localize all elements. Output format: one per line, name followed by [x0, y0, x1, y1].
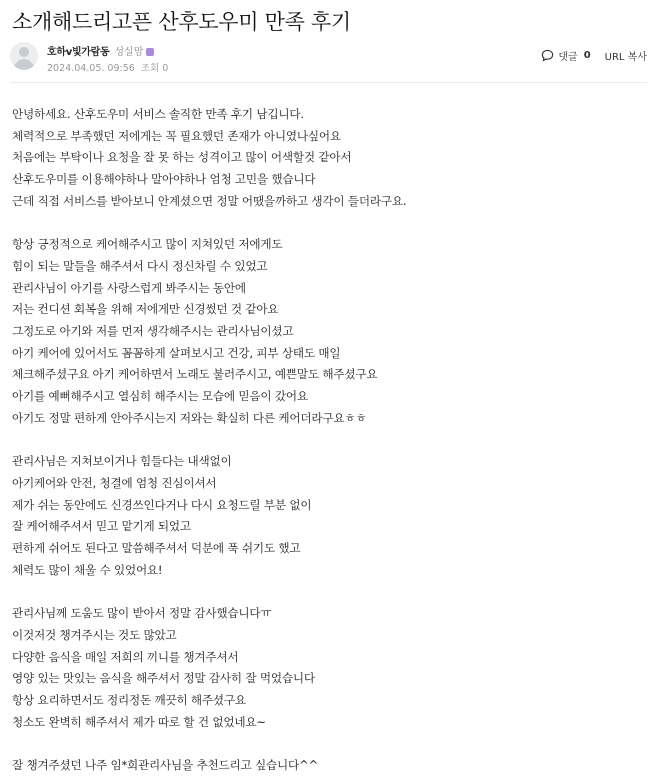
body-line: 잘 케어해주셔서 믿고 맡기게 되었고 [12, 519, 191, 534]
body-line: 그정도로 아기와 저를 먼저 생각해주시는 관리사님이셨고 [12, 324, 294, 339]
blank-line [12, 581, 652, 603]
body-line: 저는 컨디션 회복을 위해 저에게만 신경썼던 것 같아요 [12, 302, 279, 317]
body-line: 편하게 쉬어도 된다고 말씀해주셔서 덕분에 푹 쉬기도 했고 [12, 541, 301, 556]
blank-line [12, 430, 652, 452]
body-line: 항상 긍정적으로 케어해주시고 많이 지쳐있던 저에게도 [12, 237, 283, 252]
header-divider [10, 82, 647, 83]
body-line: 근데 직접 서비스를 받아보니 안계셨으면 정말 어땠을까하고 생각이 들더라구요. [12, 193, 407, 208]
body-line: 안녕하세요. 산후도우미 서비스 솔직한 만족 후기 남깁니다. [12, 107, 304, 121]
comment-label: 댓글 [558, 52, 578, 63]
body-line: 관리사님께 도움도 많이 받아서 정말 감사했습니다ㅠ [12, 606, 272, 621]
body-line: 다양한 음식을 매일 저희의 끼니를 챙겨주셔서 [12, 649, 239, 664]
body-line: 아기케어와 안전, 청결에 엄청 진심이셔서 [12, 475, 217, 490]
body-line: 체크해주셨구요 아기 케어하면서 노래도 불러주시고, 예쁜말도 해주셨구요 [12, 367, 378, 382]
author-info [47, 43, 154, 58]
post-title: 소개해드리고픈 산후도우미 만족 후기 [12, 10, 351, 34]
member-grade: 성실맘 [114, 47, 144, 58]
body-line: 이것저것 챙겨주시는 것도 많았고 [12, 627, 177, 642]
blank-line [12, 213, 652, 235]
member-grade-badge-icon [146, 48, 154, 56]
comment-button[interactable] [541, 48, 590, 63]
body-line: 잘 챙겨주셨던 나주 임*희관리사님을 추천드리고 싶습니다^^ [12, 758, 319, 773]
body-line: 체력도 많이 채울 수 있었어요! [12, 562, 163, 577]
body-line: 처음에는 부탁이나 요청을 잘 못 하는 성격이고 많이 어색할것 같아서 [12, 150, 352, 165]
post-date: 2024.04.05. 09:56 [47, 63, 135, 74]
comment-count: 0 [583, 50, 591, 61]
avatar-head-shape [19, 47, 29, 57]
body-line: 아기 케어에 있어서도 꼼꼼하게 살펴보시고 건강, 피부 상태도 매일 [12, 345, 341, 360]
body-line: 청소도 완벽히 해주셔서 제가 따로 할 건 없었네요~ [12, 714, 266, 729]
body-line: 관리사님이 아기를 사랑스럽게 봐주시는 동안에 [12, 280, 246, 295]
body-line: 관리사님은 지쳐보이거나 힘들다는 내색없이 [12, 454, 232, 469]
body-line: 영양 있는 맛있는 음식을 해주셔서 정말 감사히 잘 먹었습니다 [12, 671, 315, 686]
post-body [12, 104, 652, 777]
body-line: 아기도 정말 편하게 안아주시는지 저와는 확실히 다른 케어더라구요ㅎㅎ [12, 410, 367, 425]
body-line: 제가 쉬는 동안에도 신경쓰인다거나 다시 요청드릴 부분 없이 [12, 497, 312, 512]
blank-line [12, 733, 652, 755]
author-nickname[interactable]: 호하v빛가람동 [47, 47, 110, 58]
view-count: 0 [162, 63, 169, 74]
speech-bubble-icon [541, 49, 554, 62]
url-copy-button[interactable]: URL 복사 [604, 52, 647, 63]
body-line: 아기를 예뻐해주시고 열심히 해주시는 모습에 믿음이 갔어요 [12, 389, 308, 404]
avatar-body-shape [14, 59, 34, 70]
body-line: 힘이 되는 말들을 해주셔서 다시 정신차릴 수 있었고 [12, 258, 268, 273]
body-line: 체력적으로 부족했던 저에게는 꼭 필요했던 존재가 아니였나싶어요 [12, 128, 341, 143]
body-line: 산후도우미를 이용해야하나 말아야하나 엄청 고민을 했습니다 [12, 172, 316, 187]
body-line: 항상 요리하면서도 정리정돈 깨끗히 해주셨구요 [12, 692, 246, 707]
default-profile-icon[interactable] [10, 42, 38, 70]
post-tools [541, 48, 647, 63]
post-meta [47, 60, 168, 74]
view-count-label: 조회 [140, 63, 160, 74]
